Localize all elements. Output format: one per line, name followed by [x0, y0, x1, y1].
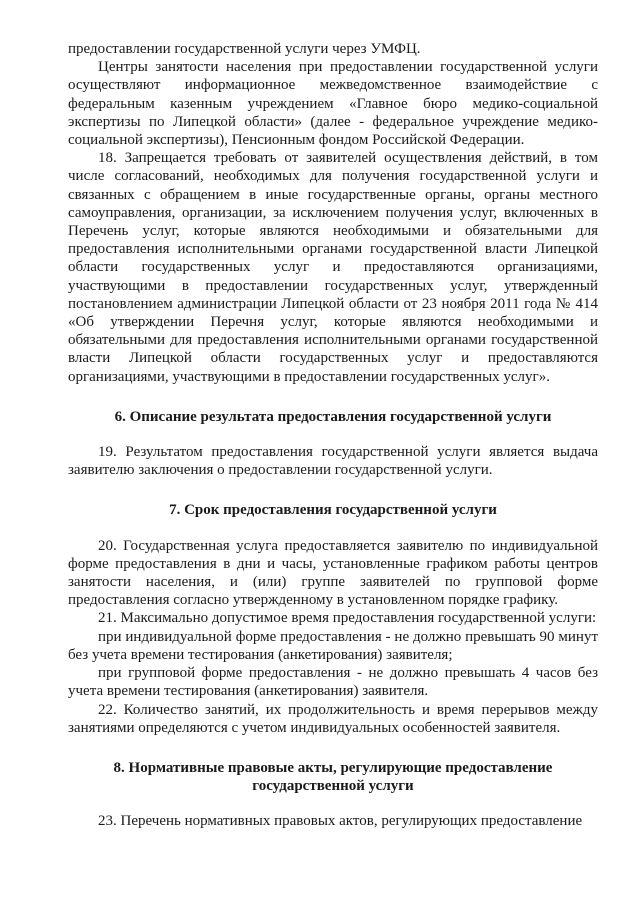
paragraph-21-group: при групповой форме предоставления - не должно превышать 4 часов без учета времени тестирования (анкетирования) заявителя.: [68, 665, 598, 700]
paragraph-continuation: предоставлении государственной услуги через УМФЦ.: [68, 41, 421, 57]
paragraph-22: 22. Количество занятий, их продолжительность и время перерывов между занятиями определяются с учетом индивидуальных особенностей заявителя.: [68, 701, 598, 736]
spacer: [68, 795, 598, 812]
paragraph-23: 23. Перечень нормативных правовых актов, регулирующих предоставление: [98, 813, 583, 830]
section-6-heading: 6. Описание результата предоставления государственной услуги: [114, 408, 552, 425]
spacer: [68, 386, 598, 408]
document-body: [68, 40, 598, 831]
paragraph-21: 21. Максимально допустимое время предоставления государственной услуги:: [98, 610, 597, 627]
paragraph-19: 19. Результатом предоставления государственной услуги является выдача заявителю заключения о предоставлении государственной услуги.: [68, 444, 598, 479]
paragraph-18: 18. Запрещается требовать от заявителей осуществления действий, в том числе согласований, необходимых для получения государственной услуги и связанных с обращением в иные государственные органы, органы местного самоуправления, организации, за исключением получения услуг, включенных в Перечень услуг, которые являются необходимыми и обязательными для предоставления исполнительными органами государственной власти Липецкой области государственных услуг и предоставляются организациями, участвующими в предоставлении государственных услуг, утвержденный постановлением администрации Липецкой области от 23 ноября 2011 года № 414 «Об утверждении Перечня услуг, которые являются необходимыми и обязательными для предоставления исполнительными органами государственной власти Липецкой области государственных услуг и предоставляются организациями, участвующими в предоставлении государственных услуг».: [68, 150, 598, 385]
section-7-heading: 7. Срок предоставления государственной услуги: [169, 502, 497, 519]
paragraph-20: 20. Государственная услуга предоставляется заявителю по индивидуальной форме предоставления в дни и часы, установленные графиком работы центров занятости населения, и (или) группе заявителей по групповой форме предоставления согласно утвержденному в установленном порядке графику.: [68, 537, 598, 609]
spacer: [68, 426, 598, 443]
spacer: [68, 520, 598, 537]
section-8-heading-line-2: государственной услуги: [252, 778, 414, 795]
paragraph-21-individual: при индивидуальной форме предоставления - не должно превышать 90 минут без учета времени тестирования (анкетирования) заявителя;: [68, 628, 598, 663]
paragraph-interagency-interaction: Центры занятости населения при предоставлении государственной услуги осуществляют информационное межведомственное взаимодействие с федеральным казенным учреждением «Главное бюро медико-социальной экспертизы по Липецкой области» (далее - федеральное учреждение медико-социальной экспертизы), Пенсионным фондом Российской Федерации.: [68, 59, 598, 149]
spacer: [68, 479, 598, 501]
spacer: [68, 737, 598, 759]
section-8-heading-line-1: 8. Нормативные правовые акты, регулирующие предоставление: [113, 759, 553, 776]
